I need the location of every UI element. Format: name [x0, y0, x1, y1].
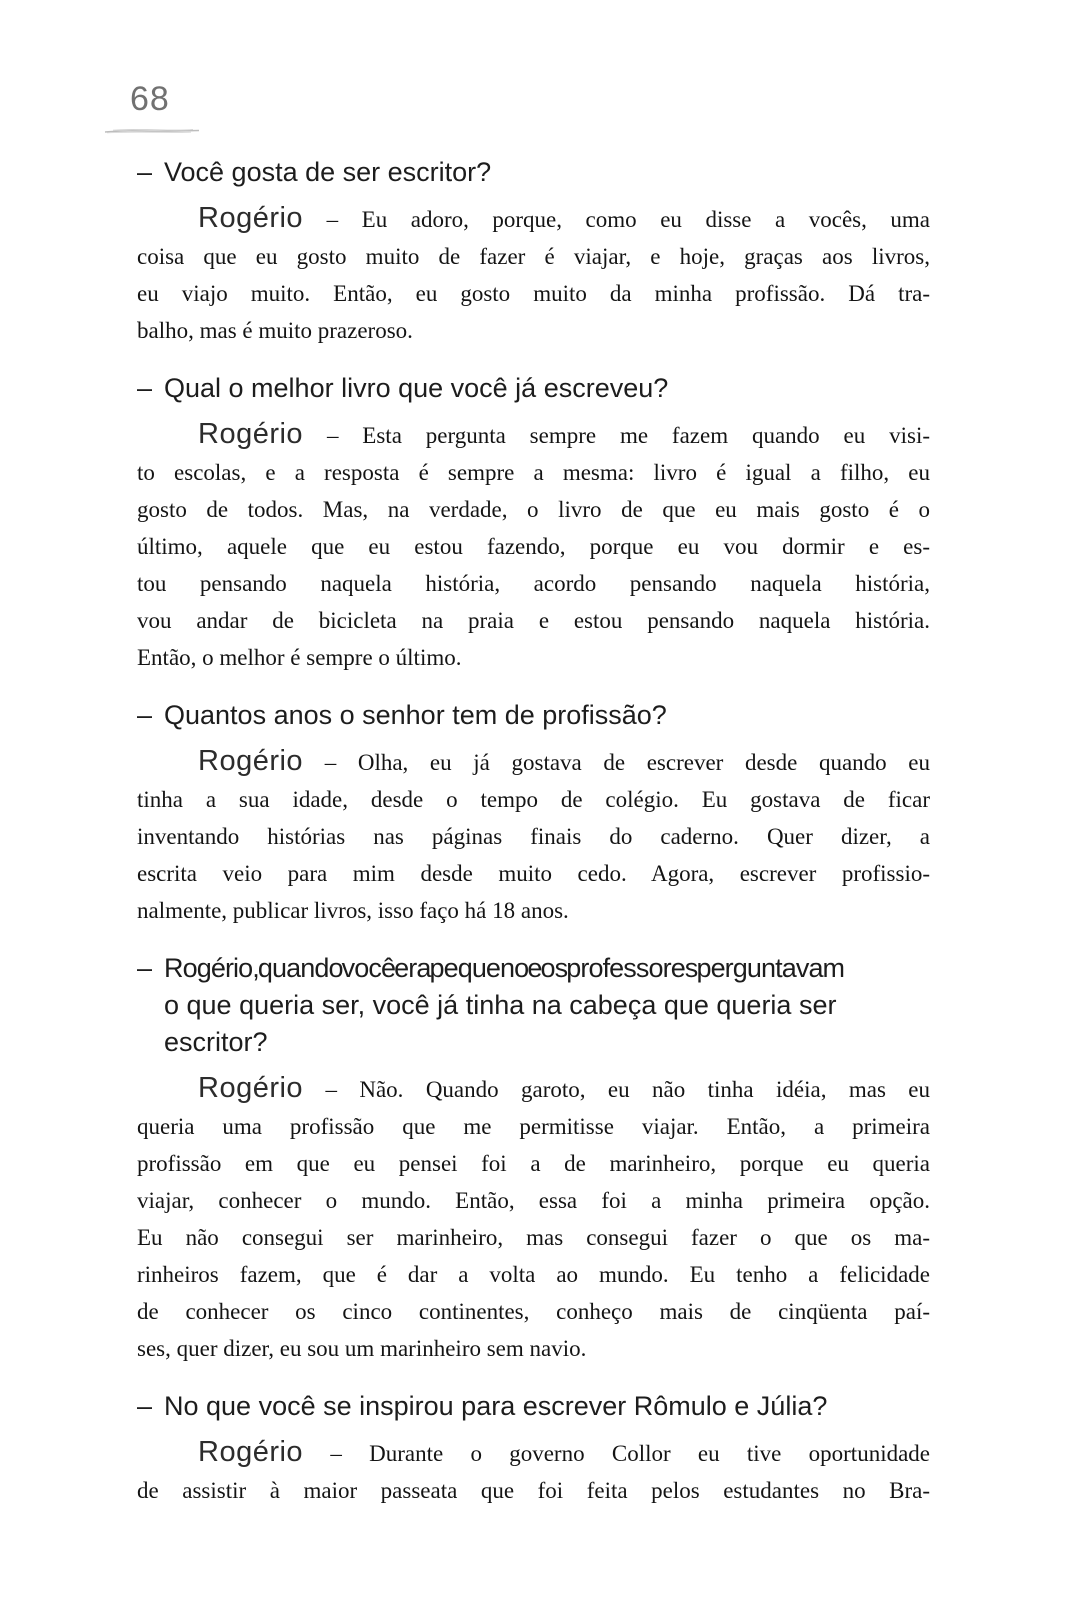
answer-paragraph: [137, 743, 930, 929]
answer-paragraph: [137, 1070, 930, 1367]
interview-content: [137, 154, 930, 1509]
answer-line: tinha a sua idade, desde o tempo de colégio. Eu gostava de ficar: [137, 787, 930, 812]
brush-stroke-divider-icon: [103, 123, 1066, 133]
question-line: Rogério, quando você era pequeno e os professores perguntavam: [164, 953, 845, 983]
question-text: Você gosta de ser escritor?: [164, 157, 492, 187]
answer-paragraph: [137, 416, 930, 676]
answer-line: profissão em que eu pensei foi a de marinheiro, porque eu queria: [137, 1151, 930, 1176]
question-text: [164, 950, 930, 1061]
answer-line-text: – Olha, eu já gostava de escrever desde quando eu: [324, 750, 931, 775]
answer-line: queria uma profissão que me permitisse viajar. Então, a primeira: [137, 1114, 930, 1139]
answer-line-text: – Esta pergunta sempre me fazem quando eu visi-: [326, 423, 931, 448]
answer-line: rinheiros fazem, que é dar a volta ao mundo. Eu tenho a felicidade: [137, 1262, 930, 1287]
answer-line: ses, quer dizer, eu sou um marinheiro sem navio.: [137, 1336, 587, 1361]
speaker-name: Rogério: [198, 745, 304, 777]
answer-line: eu viajo muito. Então, eu gosto muito da minha profissão. Dá tra-: [137, 281, 930, 306]
answer-line-text: – Durante o governo Collor eu tive oportunidade: [330, 1441, 931, 1466]
answer-line: to escolas, e a resposta é sempre a mesma: livro é igual a filho, eu: [137, 460, 930, 485]
speaker-name: Rogério: [198, 1072, 304, 1104]
question-item: [137, 154, 930, 191]
answer-line: inventando histórias nas páginas finais do caderno. Quer dizer, a: [137, 824, 930, 849]
speaker-name: Rogério: [198, 418, 304, 450]
speaker-name: Rogério: [198, 1436, 304, 1468]
answer-line: [137, 416, 930, 454]
answer-line: balho, mas é muito prazeroso.: [137, 318, 413, 343]
page-number: 68: [130, 80, 170, 118]
answer-paragraph: [137, 1434, 930, 1509]
question-line: o que queria ser, você já tinha na cabeça que queria ser escritor?: [164, 990, 837, 1057]
answer-line: [137, 1070, 930, 1108]
answer-line: nalmente, publicar livros, isso faço há 18 anos.: [137, 898, 569, 923]
question-dash: –: [137, 953, 153, 983]
question-item: [137, 950, 930, 1061]
question-item: [137, 697, 930, 734]
answer-line: de conhecer os cinco continentes, conheço mais de cinqüenta paí-: [137, 1299, 930, 1324]
answer-line: [137, 200, 930, 238]
answer-line: [137, 743, 930, 781]
answer-line: Eu não consegui ser marinheiro, mas consegui fazer o que os ma-: [137, 1225, 930, 1250]
speaker-name: Rogério: [198, 202, 304, 234]
question-dash: –: [137, 373, 153, 403]
question-text: No que você se inspirou para escrever Rômulo e Júlia?: [164, 1391, 828, 1421]
answer-line: Então, o melhor é sempre o último.: [137, 645, 462, 670]
answer-line: de assistir à maior passeata que foi feita pelos estudantes no Bra-: [137, 1478, 930, 1503]
answer-line-text: – Não. Quando garoto, eu não tinha idéia, mas eu: [325, 1077, 931, 1102]
answer-line: viajar, conhecer o mundo. Então, essa foi a minha primeira opção.: [137, 1188, 930, 1213]
question-dash: –: [137, 700, 153, 730]
answer-line-text: – Eu adoro, porque, como eu disse a vocês, uma: [326, 207, 930, 232]
answer-line: coisa que eu gosto muito de fazer é viajar, e hoje, graças aos livros,: [137, 244, 930, 269]
answer-line: gosto de todos. Mas, na verdade, o livro de que eu mais gosto é o: [137, 497, 930, 522]
question-item: [137, 370, 930, 407]
question-item: [137, 1388, 930, 1425]
answer-line: vou andar de bicicleta na praia e estou pensando naquela história.: [137, 608, 930, 633]
question-text: Qual o melhor livro que você já escreveu?: [164, 373, 669, 403]
question-dash: –: [137, 157, 153, 187]
question-dash: –: [137, 1391, 153, 1421]
question-text: Quantos anos o senhor tem de profissão?: [164, 700, 667, 730]
answer-line: último, aquele que eu estou fazendo, porque eu vou dormir e es-: [137, 534, 930, 559]
answer-line: escrita veio para mim desde muito cedo. Agora, escrever profissio-: [137, 861, 930, 886]
answer-line: tou pensando naquela história, acordo pensando naquela história,: [137, 571, 930, 596]
answer-paragraph: [137, 200, 930, 349]
answer-line: [137, 1434, 930, 1472]
